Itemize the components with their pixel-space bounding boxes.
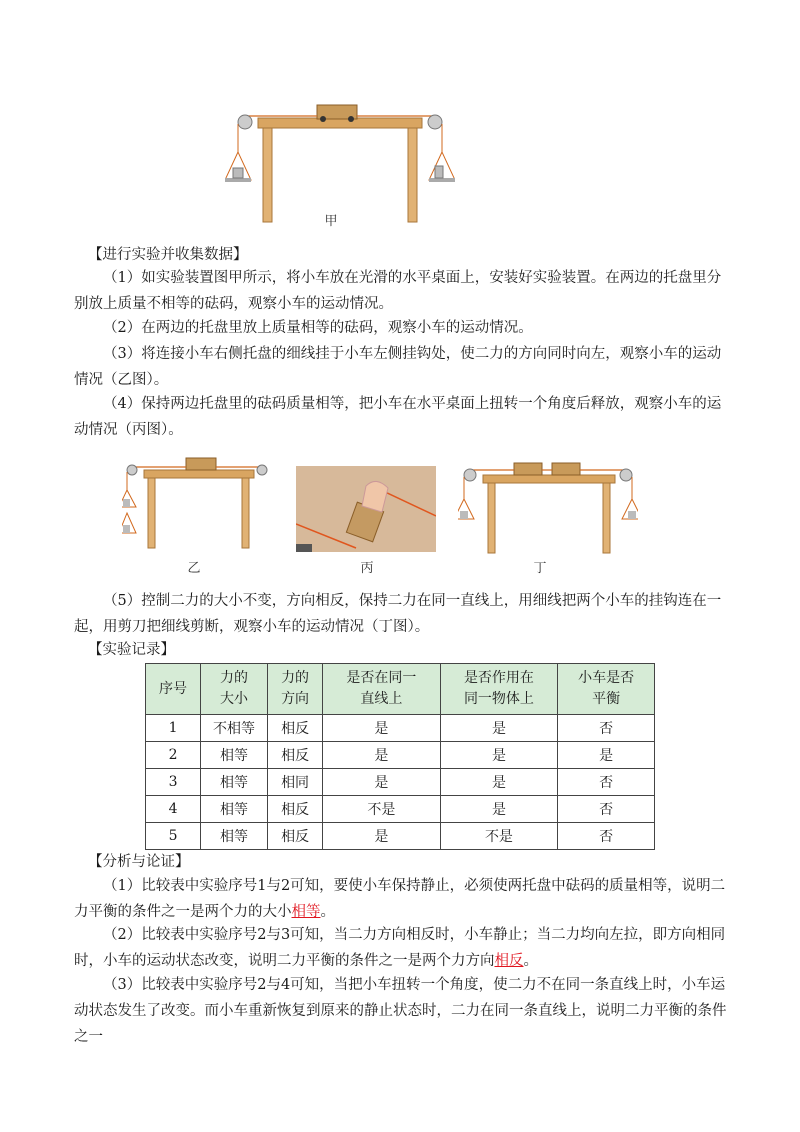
table-cell: 否 <box>558 823 655 850</box>
section-title-analysis: 【分析与论证】 <box>88 854 190 870</box>
section-title-record: 【实验记录】 <box>88 642 175 658</box>
figure-yi-caption: 乙 <box>187 561 201 576</box>
analysis-1-text: （1）比较表中实验序号1与2可知，要使小车保持静止，必须使两托盘中砝码的质量相等，说明二力平衡的条件之一是两个力的大小 <box>74 878 726 920</box>
table-cell: 相等 <box>201 796 268 823</box>
table-row <box>146 715 655 742</box>
step-1: （1）如实验装置图甲所示，将小车放在光滑的水平桌面上，安装好实验装置。在两边的托盘里分别放上质量不相等的砝码，观察小车的运动情况。 <box>74 270 722 312</box>
table-cell: 3 <box>146 769 201 796</box>
table-cell: 是 <box>558 742 655 769</box>
table-cell: 不是 <box>323 796 441 823</box>
table-header-cell: 是否在同一 直线上 <box>323 664 441 715</box>
table-cell: 相等 <box>201 742 268 769</box>
table-cell: 是 <box>323 742 441 769</box>
figure-yi <box>122 455 272 550</box>
table-row <box>146 742 655 769</box>
table-cell: 是 <box>323 715 441 742</box>
table-cell: 否 <box>558 796 655 823</box>
analysis-2-text: （2）比较表中实验序号2与3可知，当二力方向相反时，小车静止；当二力均向左拉，即方向相同时，小车的运动状态改变，说明二力平衡的条件之一是两个力方向 <box>74 927 726 969</box>
step-5: （5）控制二力的大小不变，方向相反，保持二力在同一直线上，用细线把两个小车的挂钩连在一起，用剪刀把细线剪断，观察小车的运动情况（丁图）。 <box>74 593 722 635</box>
table-row <box>146 823 655 850</box>
table-cell: 1 <box>146 715 201 742</box>
record-table <box>145 663 655 850</box>
figure-jia-caption: 甲 <box>324 214 338 229</box>
analysis-2 <box>74 922 734 974</box>
table-header-row <box>146 664 655 715</box>
figure-bing-caption: 丙 <box>360 561 374 576</box>
step-4: （4）保持两边托盘里的砝码质量相等，把小车在水平桌面上扭转一个角度后释放，观察小车的运动情况（丙图）。 <box>74 396 722 438</box>
table-header-cell: 力的 大小 <box>201 664 268 715</box>
table-cell: 4 <box>146 796 201 823</box>
table-body <box>146 715 655 850</box>
table-header-cell: 小车是否 平衡 <box>558 664 655 715</box>
step-3: （3）将连接小车右侧托盘的细线挂于小车左侧挂钩处，使二力的方向同时向左，观察小车的运动情况（乙图）。 <box>74 346 722 388</box>
table-cell: 不相等 <box>201 715 268 742</box>
analysis-1-answer: 相等 <box>291 904 321 920</box>
table-cell: 是 <box>440 769 558 796</box>
table-header-cell: 是否作用在 同一物体上 <box>440 664 558 715</box>
analysis-2-end: 。 <box>523 953 538 969</box>
table-cell: 5 <box>146 823 201 850</box>
table-cell: 是 <box>440 715 558 742</box>
figure-bing <box>296 466 436 552</box>
figure-ding-caption: 丁 <box>533 561 547 576</box>
analysis-1-end: 。 <box>320 904 335 920</box>
table-header-cell: 力的 方向 <box>268 664 323 715</box>
table-cell: 是 <box>323 769 441 796</box>
analysis-3: （3）比较表中实验序号2与4可知，当把小车扭转一个角度，使二力不在同一条直线上时，小车运动状态发生了改变。而小车重新恢复到原来的静止状态时，二力在同一条直线上，说明二力平衡的条件之一 <box>74 977 727 1045</box>
table-cell: 相同 <box>268 769 323 796</box>
table-cell: 相反 <box>268 796 323 823</box>
table-cell: 是 <box>323 823 441 850</box>
table-cell: 相反 <box>268 742 323 769</box>
analysis-1 <box>74 873 734 925</box>
table-cell: 否 <box>558 715 655 742</box>
analysis-2-answer: 相反 <box>494 953 524 969</box>
step-2: （2）在两边的托盘里放上质量相等的砝码，观察小车的运动情况。 <box>103 320 533 336</box>
table-cell: 相反 <box>268 715 323 742</box>
table-cell: 不是 <box>440 823 558 850</box>
table-row <box>146 769 655 796</box>
table-cell: 相等 <box>201 823 268 850</box>
figure-ding <box>458 455 638 555</box>
table-cell: 是 <box>440 742 558 769</box>
figure-jia <box>225 100 455 225</box>
table-cell: 相等 <box>201 769 268 796</box>
table-header-cell: 序号 <box>146 664 201 715</box>
table-cell: 2 <box>146 742 201 769</box>
table-row <box>146 796 655 823</box>
table-cell: 相反 <box>268 823 323 850</box>
table-cell: 否 <box>558 769 655 796</box>
section-title-experiment: 【进行实验并收集数据】 <box>88 247 248 263</box>
table-cell: 是 <box>440 796 558 823</box>
